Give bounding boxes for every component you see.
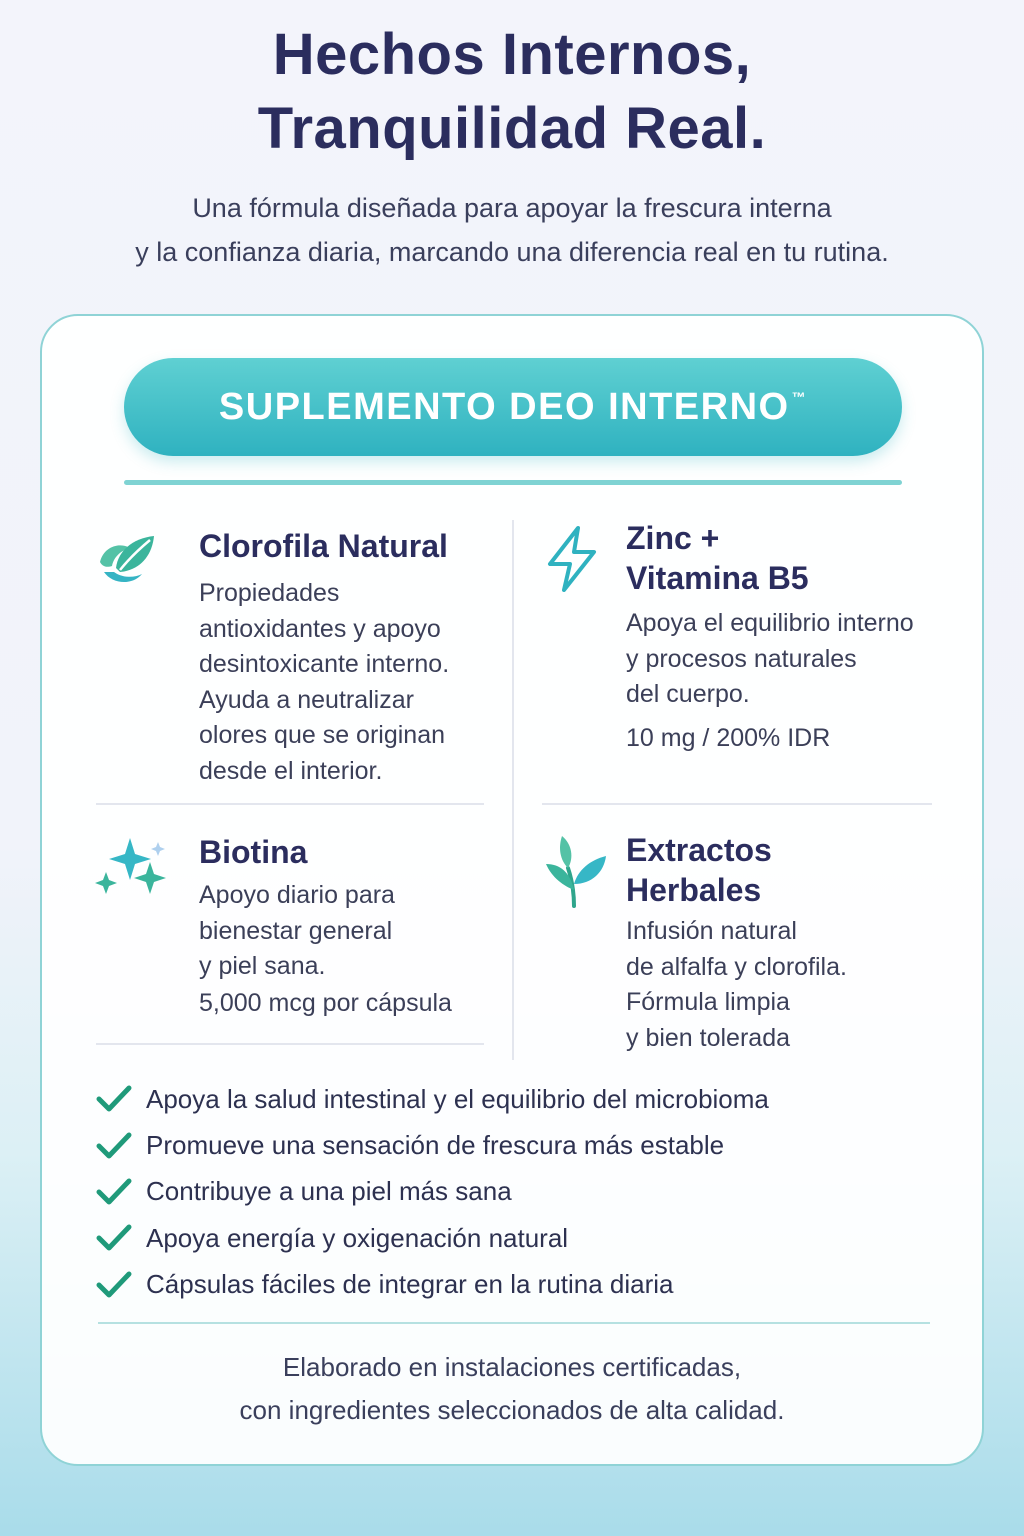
- list-item: [96, 1076, 936, 1122]
- feature-title: Biotina: [199, 834, 308, 870]
- feature-description: Infusión natural de alfalfa y clorofila. Fórmula limpia y bien tolerada: [626, 917, 847, 1052]
- list-item: [96, 1169, 936, 1215]
- list-item: [96, 1262, 936, 1308]
- product-name: SUPLEMENTO DEO INTERNO: [218, 385, 790, 428]
- footer-divider: [98, 1322, 930, 1324]
- benefit-text: Contribuye a una piel más sana: [146, 1176, 512, 1207]
- trademark-symbol: ™: [791, 389, 808, 405]
- product-card: [40, 314, 984, 1466]
- check-icon: [96, 1131, 146, 1161]
- list-item: [96, 1215, 936, 1261]
- leaf-icon: [94, 528, 160, 599]
- subtitle-line-2: y la confianza diaria, marcando una diferencia real en tu rutina.: [135, 237, 889, 267]
- badge-underline: [124, 480, 902, 485]
- feature-description: Apoya el equilibrio interno y procesos naturales del cuerpo.: [626, 609, 914, 708]
- check-icon: [96, 1223, 146, 1253]
- feature-description: Apoyo diario para bienestar general y piel sana.: [199, 881, 395, 980]
- feature-description: Propiedades antioxidantes y apoyo desintoxicante interno. Ayuda a neutralizar olores que se originan desde el interior.: [199, 579, 450, 785]
- check-icon: [96, 1177, 146, 1207]
- feature-dosage: 5,000 mcg por cápsula: [199, 989, 452, 1017]
- check-icon: [96, 1084, 146, 1114]
- title-line-1: Hechos Internos,: [272, 22, 752, 87]
- feature-title: Extractos Herbales: [626, 832, 772, 908]
- benefit-text: Cápsulas fáciles de integrar en la rutina diaria: [146, 1269, 674, 1300]
- product-name-badge: [124, 358, 902, 456]
- feature-divider-right-top: [542, 803, 932, 805]
- feature-divider-left-bottom: [96, 1043, 484, 1045]
- check-icon: [96, 1270, 146, 1300]
- feature-title: Clorofila Natural: [199, 528, 448, 564]
- title-line-2: Tranquilidad Real.: [257, 96, 767, 161]
- sparkle-icon: [94, 834, 170, 911]
- benefit-text: Apoya la salud intestinal y el equilibrio del microbioma: [146, 1083, 769, 1114]
- feature-divider-left-top: [96, 803, 484, 805]
- benefits-list: [96, 1076, 936, 1308]
- benefit-text: Promueve una sensación de frescura más estable: [146, 1130, 725, 1161]
- features-vertical-divider: [512, 520, 514, 1060]
- page-title: [0, 18, 1024, 166]
- list-item: [96, 1122, 936, 1168]
- page-subtitle: [0, 186, 1024, 274]
- feature-title: Zinc + Vitamina B5: [626, 520, 809, 596]
- lightning-icon: [542, 524, 602, 599]
- herb-sprout-icon: [538, 834, 610, 915]
- feature-dosage: 10 mg / 200% IDR: [626, 724, 831, 752]
- subtitle-line-1: Una fórmula diseñada para apoyar la frescura interna: [192, 193, 832, 223]
- benefit-text: Apoya energía y oxigenación natural: [146, 1222, 569, 1253]
- quality-statement: Elaborado en instalaciones certificadas, con ingredientes seleccionados de alta calidad.: [239, 1352, 785, 1425]
